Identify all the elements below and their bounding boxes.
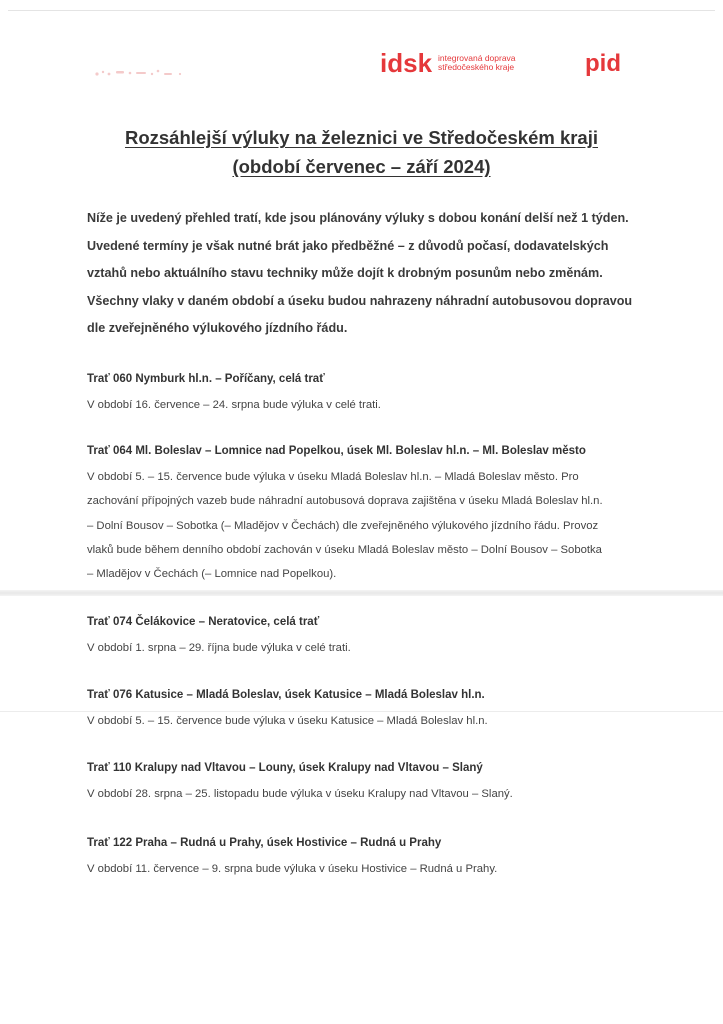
section-line: – Dolní Bousov – Sobotka (– Mladějov v Čechách) dle zveřejněného výlukového jízdního řádu. Provoz [87,519,599,532]
scan-edge-line [8,10,715,11]
idsk-logo-subtitle-line-2: středočeského kraje [438,62,515,72]
section-title: Trať 074 Čelákovice – Neratovice, celá trať [87,616,320,628]
section-body [87,393,687,417]
section-title: Trať 064 Ml. Boleslav – Lomnice nad Popelkou, úsek Ml. Boleslav hl.n. – Ml. Boleslav město [87,445,586,457]
scan-seam-line [0,711,723,712]
section-title: Trať 122 Praha – Rudná u Prahy, úsek Hostivice – Rudná u Prahy [87,837,442,849]
section-body [87,709,687,733]
section-line: vlaků bude během denního období zachován v úseku Mladá Boleslav město – Dolní Bousov – Sobotka [87,543,602,556]
section-line: V období 11. července – 9. srpna bude výluka v úseku Hostivice – Rudná u Prahy. [87,863,498,875]
section-body [87,465,687,586]
section-trat-060 [87,371,687,417]
section-line: V období 16. července – 24. srpna bude výluka v celé trati. [87,399,381,411]
idsk-logo-subtitle-line-1: integrovaná doprava [438,52,516,63]
intro-line: dle zveřejněného výlukového jízdního řádu. [87,321,348,335]
section-trat-122 [87,835,687,881]
section-line: V období 5. – 15. července bude výluka v úseku Mladá Boleslav hl.n. – Mladá Boleslav město. Pro [87,471,579,483]
section-line: zachování přípojných vazeb bude náhradní autobusová doprava zajištěna v úseku Mladá Boleslav hl.n. [87,495,603,508]
intro-line: Níže je uvedený přehled tratí, kde jsou plánovány výluky s dobou konání delší než 1 týden. [87,211,629,225]
section-body [87,782,687,806]
section-line: V období 1. srpna – 29. října bude výluka v celé trati. [87,642,351,654]
section-title: Trať 110 Kralupy nad Vltavou – Louny, úsek Kralupy nad Vltavou – Slaný [87,762,483,774]
section-body [87,636,687,660]
section-title: Trať 060 Nymburk hl.n. – Poříčany, celá trať [87,373,325,385]
intro-paragraph [87,205,647,343]
intro-line: vztahů nebo aktuálního stavu techniky může dojít k drobným posunům nebo změnám. [87,266,603,280]
section-title: Trať 076 Katusice – Mladá Boleslav, úsek Katusice – Mladá Boleslav hl.n. [87,689,485,701]
intro-line: Všechny vlaky v daném období a úseku budou nahrazeny náhradní autobusovou dopravou [87,293,633,308]
document-title-line-1: Rozsáhlejší výluky na železnici ve Středočeském kraji [124,127,598,148]
section-body [87,857,687,881]
idsk-logo-wordmark: idsk [380,48,433,78]
idsk-logo [380,49,516,77]
section-trat-064 [87,443,687,586]
section-line: – Mladějov v Čechách (– Lomnice nad Popelkou). [87,568,337,581]
faded-stamp-mark [94,66,190,80]
section-line: V období 5. – 15. července bude výluka v úseku Katusice – Mladá Boleslav hl.n. [87,715,488,727]
idsk-logo-subtitle [438,54,516,73]
pid-logo: pid [585,50,621,77]
section-line: V období 28. srpna – 25. listopadu bude výluka v úseku Kralupy nad Vltavou – Slaný. [87,788,513,800]
section-trat-074 [87,614,687,660]
section-trat-110 [87,760,687,806]
intro-line: Uvedené termíny je však nutné brát jako předběžné – z důvodů počasí, dodavatelských [87,238,609,253]
document-title-line-2: (období červenec – září 2024) [232,156,491,177]
scan-seam [0,590,723,596]
